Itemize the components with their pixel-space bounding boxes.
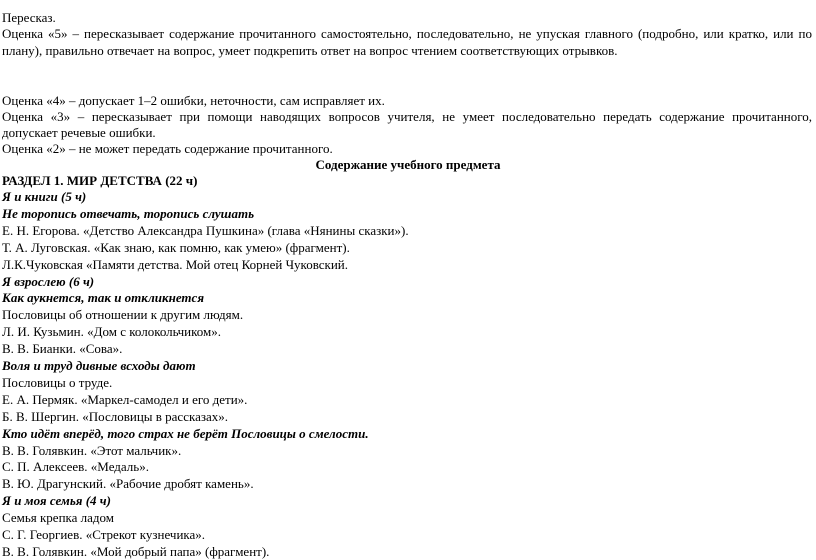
list-item: Л.К.Чуковская «Памяти детства. Мой отец Корней Чуковский. — [2, 256, 349, 272]
list-item: В. В. Голявкин. «Мой добрый папа» (фрагмент). — [2, 543, 270, 559]
subsection-heading: Не торопись отвечать, торопись слушать — [2, 205, 255, 221]
list-item: Л. И. Кузьмин. «Дом с колокольчиком». — [2, 324, 221, 340]
list-item: Пословицы о труде. — [2, 374, 113, 390]
subsection-heading: Воля и труд дивные всходы дают — [2, 358, 196, 373]
list-item: С. П. Алексеев. «Медаль». — [2, 459, 149, 475]
grade3-line1: Оценка «3» – пересказывает при помощи наводящих вопросов учителя, не умеет последовательно передать содержание прочитанного, — [2, 109, 812, 124]
grade3-line2: допускает речевые ошибки. — [2, 125, 156, 140]
list-item: Семья крепка ладом — [2, 510, 115, 526]
list-item: В. В. Голявкин. «Этот мальчик». — [2, 442, 182, 458]
subsection-heading: Как аукнется, так и откликнется — [2, 290, 205, 306]
section-title: РАЗДЕЛ 1. МИР ДЕТСТВА (22 ч) — [2, 173, 198, 188]
subsection-heading: Кто идёт вперёд, того страх не берёт Пословицы о смелости. — [2, 425, 369, 441]
list-item: Т. А. Луговская. «Как знаю, как помню, как умею» (фрагмент). — [2, 239, 350, 255]
list-item: Б. В. Шергин. «Пословицы в рассказах». — [2, 408, 229, 424]
list-item: В. Ю. Драгунский. «Рабочие дробят камень». — [2, 476, 254, 492]
subsection-heading: Я и моя семья (4 ч) — [2, 493, 111, 509]
list-item: Пословицы об отношении к другим людям. — [2, 307, 244, 323]
content-heading: Содержание учебного предмета — [315, 157, 501, 172]
list-item: В. В. Бианки. «Сова». — [2, 341, 123, 357]
subsection-heading: Я и книги (5 ч) — [2, 189, 87, 204]
list-item: Е. А. Пермяк. «Маркел-самодел и его дети». — [2, 391, 248, 407]
grade2-text: Оценка «2» – не может передать содержание прочитанного. — [2, 141, 333, 156]
retelling-title: Пересказ. — [2, 10, 56, 25]
grade5-line1: Оценка «5» – пересказывает содержание прочитанного самостоятельно, последовательно, не упуская главного (подробно, или кратко, или по — [2, 26, 812, 41]
grade4-text: Оценка «4» – допускает 1–2 ошибки, неточности, сам исправляет их. — [2, 93, 385, 108]
grade5-line2: плану), правильно отвечает на вопрос, умеет подкрепить ответ на вопрос чтением соответствующих отрывков. — [2, 43, 618, 58]
list-item: Е. Н. Егорова. «Детство Александра Пушкина» (глава «Нянины сказки»). — [2, 222, 409, 238]
subsection-heading: Я взрослею (6 ч) — [2, 273, 95, 289]
list-item: С. Г. Георгиев. «Стрекот кузнечика». — [2, 527, 206, 542]
